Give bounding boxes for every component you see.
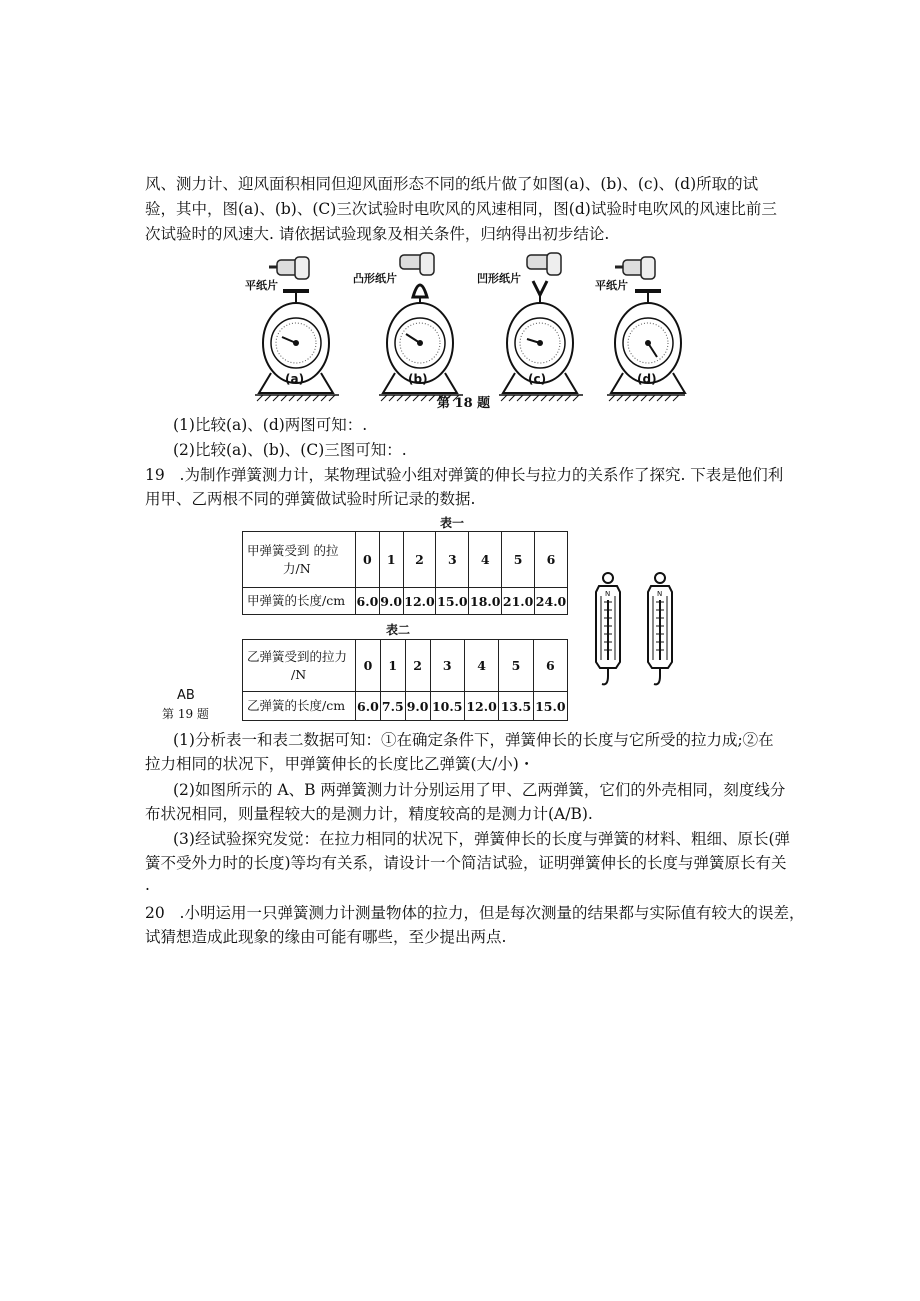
table-2-force-header: 乙弹簧受到的拉力 /N (243, 640, 356, 692)
sub-caption-d: (d) (637, 372, 657, 386)
table-2-length-row (243, 692, 568, 721)
table-2-force-cell: 0 (356, 640, 381, 692)
q20-line-1 (145, 902, 804, 924)
table-1-length-cell: 15.0 (436, 588, 469, 615)
figure-label-b: 凸形纸片 (353, 272, 397, 285)
q20-number: 20 (145, 904, 165, 922)
table-1-length-cell: 21.0 (502, 588, 535, 615)
sub-caption-a: (a) (285, 372, 305, 386)
table-2-length-cell: 12.0 (464, 692, 498, 721)
table-1-force-cell: 5 (502, 532, 535, 588)
figure-label-c: 凹形纸片 (477, 272, 521, 285)
figure-19-ab-label: AB (177, 688, 195, 703)
table-2-force-cell: 5 (499, 640, 533, 692)
figure-19-caption: 第 19 题 (162, 707, 209, 721)
table-1-length-cell: 9.0 (379, 588, 403, 615)
table-1-length-row (243, 588, 568, 615)
table-2-force-cell: 3 (430, 640, 464, 692)
figure-18-caption: 第 18 题 (437, 396, 491, 411)
table-2-force-cell: 2 (405, 640, 430, 692)
table-2-force-row (243, 640, 568, 692)
figure-label-a: 平纸片 (245, 279, 278, 292)
figure-label-d: 平纸片 (595, 279, 628, 292)
table-1-length-cell: 6.0 (356, 588, 380, 615)
table-2-caption: 表二 (386, 623, 411, 637)
table-1-force-cell: 3 (436, 532, 469, 588)
sub-caption-b: (b) (408, 372, 428, 386)
q19-part-3-line-1: (3)经试验探究发觉：在拉力相同的状况下，弹簧伸长的长度与弹簧的材料、粗细、原长(弹 (173, 830, 791, 848)
q19-part-1-line-2: 拉力相同的状况下，甲弹簧伸长的长度比乙弹簧(大/小)・ (145, 755, 535, 773)
table-1-length-cell: 18.0 (469, 588, 502, 615)
q19-intro-line-2: 用甲、乙两根不同的弹簧做试验时所记录的数据. (145, 490, 476, 508)
table-2-length-cell: 9.0 (405, 692, 430, 721)
table-1-force-cell: 1 (379, 532, 403, 588)
table-1-length-cell: 24.0 (535, 588, 568, 615)
q20-text: .小明运用一只弹簧测力计测量物体的拉力，但是每次测量的结果都与实际值有较大的误差， (179, 904, 805, 922)
q19-number: 19 (145, 466, 165, 484)
q20-line-2: 试猜想造成此现象的缘由可能有哪些，至少提出两点. (145, 928, 507, 946)
q18-intro-line-2: 验，其中，图(a)、(b)、(C)三次试验时电吹风的风速相同，图(d)试验时电吹风的风速比前三 (145, 200, 777, 218)
table-1-force-header: 甲弹簧受到 的拉 力/N (243, 532, 356, 588)
spring-scale-b-unit: N (657, 590, 663, 598)
figure-19-spring-scales (590, 570, 690, 695)
q18-intro-line-1: 风、测力计、迎风面积相同但迎风面形态不同的纸片做了如图(a)、(b)、(c)、(d)所取的试 (145, 175, 759, 193)
q18-part-1: (1)比较(a)、(d)两图可知：. (173, 416, 368, 434)
q18-part-2: (2)比较(a)、(b)、(C)三图可知：. (173, 441, 407, 459)
table-2-force-cell: 6 (533, 640, 567, 692)
table-1-force-row (243, 532, 568, 588)
table-1-length-cell: 12.0 (403, 588, 436, 615)
figure-18-force-meters (245, 255, 685, 413)
q19-part-3-line-2: 簧不受外力时的长度)等均有关系，请设计一个简洁试验，证明弹簧伸长的长度与弹簧原长有关 (145, 854, 787, 872)
table-2-force-cell: 1 (380, 640, 405, 692)
table-2-length-cell: 13.5 (499, 692, 533, 721)
q19-intro-text: .为制作弹簧测力计，某物理试验小组对弹簧的伸长与拉力的关系作了探究. 下表是他们利 (179, 466, 784, 484)
table-2-length-cell: 6.0 (356, 692, 381, 721)
table-1-force-cell: 2 (403, 532, 436, 588)
table-2-length-cell: 7.5 (380, 692, 405, 721)
q19-part-2-line-1: (2)如图所示的 A、B 两弹簧测力计分别运用了甲、乙两弹簧，它们的外壳相同，刻度线分 (173, 781, 786, 799)
table-2-length-cell: 15.0 (533, 692, 567, 721)
table-2-length-cell: 10.5 (430, 692, 464, 721)
q18-intro-line-3: 次试验时的风速大. 请依据试验现象及相关条件，归纳得出初步结论. (145, 225, 610, 243)
table-2 (242, 639, 568, 721)
sub-caption-c: (c) (528, 372, 547, 386)
q19-part-2-line-2: 布状况相同，则量程较大的是测力计，精度较高的是测力计(A/B). (145, 805, 593, 823)
table-1 (242, 531, 568, 615)
table-2-length-header: 乙弹簧的长度/cm (243, 692, 356, 721)
q19-part-3-line-3: . (145, 876, 150, 894)
table-1-caption: 表一 (440, 516, 465, 530)
table-2-force-cell: 4 (464, 640, 498, 692)
q19-part-1-line-1: (1)分析表一和表二数据可知：①在确定条件下，弹簧伸长的长度与它所受的拉力成;②在 (173, 731, 774, 749)
table-1-length-header: 甲弹簧的长度/cm (243, 588, 356, 615)
table-1-force-cell: 4 (469, 532, 502, 588)
q19-intro-line-1 (145, 464, 783, 486)
spring-scale-a-unit: N (605, 590, 611, 598)
table-1-force-cell: 0 (356, 532, 380, 588)
table-1-force-cell: 6 (535, 532, 568, 588)
